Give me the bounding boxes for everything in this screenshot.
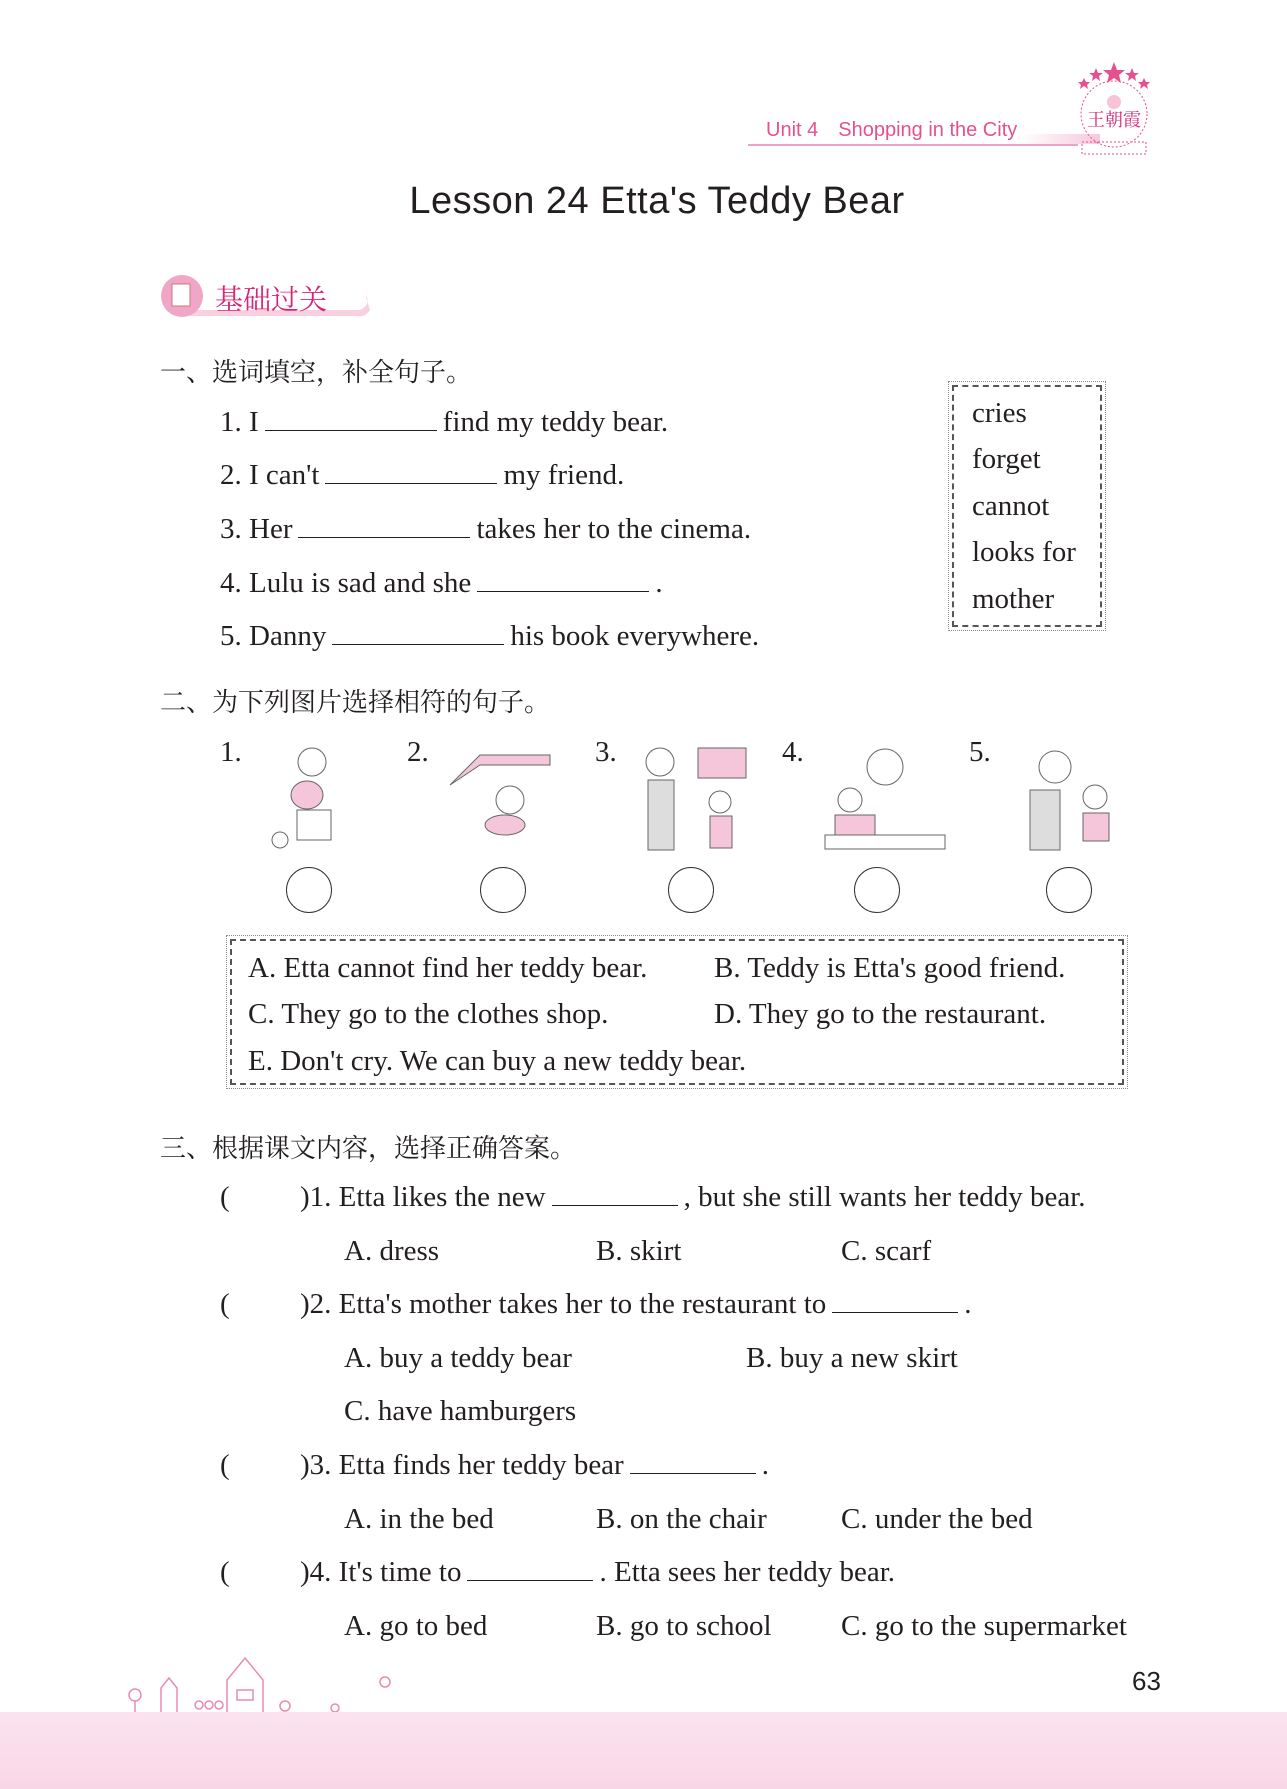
fill-item: 5. Danny his book everywhere. — [220, 620, 760, 652]
part1-heading: 一、选词填空，补全句子。 — [160, 358, 473, 388]
word-option: mother — [972, 583, 1055, 615]
question: )3. Etta finds her teddy bear . — [300, 1449, 769, 1481]
answer-blank[interactable] — [325, 460, 497, 484]
answer-paren[interactable]: ( — [220, 1181, 230, 1213]
picture-mother-comforting — [1015, 745, 1125, 860]
word-option: looks for — [972, 536, 1076, 568]
answer-blank[interactable] — [265, 407, 437, 431]
sentence-option: D. They go to the restaurant. — [714, 998, 1047, 1030]
fill-item: 3. Her takes her to the cinema. — [220, 513, 752, 545]
lesson-title: Lesson 24 Etta's Teddy Bear — [409, 180, 905, 222]
question: )4. It's time to . Etta sees her teddy bear. — [300, 1556, 896, 1588]
picture-number: 1. — [220, 736, 242, 768]
sentence-option: A. Etta cannot find her teddy bear. — [248, 952, 648, 984]
choice-option: C. under the bed — [841, 1503, 1033, 1535]
answer-circle[interactable] — [480, 867, 526, 913]
answer-circle[interactable] — [286, 867, 332, 913]
choice-option: B. go to school — [596, 1610, 772, 1642]
header-rule — [748, 144, 1078, 146]
footer-band — [0, 1712, 1287, 1789]
town-decoration-icon — [125, 1650, 405, 1715]
answer-blank — [630, 1450, 756, 1474]
picture-clothes-shop — [630, 740, 750, 860]
choice-option: A. in the bed — [344, 1503, 494, 1535]
question: )1. Etta likes the new , but she still wants her teddy bear. — [300, 1181, 1086, 1213]
fill-item: 1. I find my teddy bear. — [220, 406, 669, 438]
sentence-option: B. Teddy is Etta's good friend. — [714, 952, 1066, 984]
answer-blank[interactable] — [298, 514, 470, 538]
choice-option: B. buy a new skirt — [746, 1342, 958, 1374]
choice-option: A. dress — [344, 1235, 440, 1267]
answer-paren[interactable]: ( — [220, 1288, 230, 1320]
unit-label: Unit 4 — [766, 119, 819, 141]
answer-circle[interactable] — [1046, 867, 1092, 913]
word-option: cannot — [972, 490, 1050, 522]
picture-girl-under-bed — [440, 745, 560, 845]
word-option: cries — [972, 397, 1027, 429]
answer-circle[interactable] — [668, 867, 714, 913]
picture-number: 4. — [782, 736, 804, 768]
part3-heading: 三、根据课文内容，选择正确答案。 — [160, 1134, 577, 1164]
choice-option: B. skirt — [596, 1235, 682, 1267]
choice-option: A. go to bed — [344, 1610, 488, 1642]
choice-option: C. go to the supermarket — [841, 1610, 1127, 1642]
picture-number: 5. — [969, 736, 991, 768]
page-number: 63 — [1132, 1666, 1161, 1696]
answer-circle[interactable] — [854, 867, 900, 913]
choice-option: C. have hamburgers — [344, 1395, 577, 1427]
unit-title: Shopping in the City — [838, 119, 1018, 141]
picture-number: 3. — [595, 736, 617, 768]
picture-restaurant — [815, 745, 955, 860]
sentence-option: E. Don't cry. We can buy a new teddy bear. — [248, 1045, 747, 1077]
answer-blank[interactable] — [332, 621, 504, 645]
section-banner-label: 基础过关 — [215, 283, 328, 316]
answer-blank — [552, 1182, 678, 1206]
picture-number: 2. — [407, 736, 429, 768]
question: )2. Etta's mother takes her to the restaurant to . — [300, 1288, 972, 1320]
part2-heading: 二、为下列图片选择相符的句子。 — [160, 688, 551, 718]
choice-option: B. on the chair — [596, 1503, 767, 1535]
choice-option: A. buy a teddy bear — [344, 1342, 572, 1374]
publisher-logo — [1072, 60, 1156, 156]
sentence-option: C. They go to the clothes shop. — [248, 998, 609, 1030]
answer-paren[interactable]: ( — [220, 1556, 230, 1588]
picture-girl-with-teddy — [262, 740, 362, 860]
answer-blank[interactable] — [477, 568, 649, 592]
unit-header — [766, 119, 1037, 142]
answer-blank — [832, 1289, 958, 1313]
section-banner — [160, 274, 372, 320]
answer-blank — [467, 1557, 593, 1581]
svg-text:王朝霞: 王朝霞 — [1087, 110, 1141, 131]
choice-option: C. scarf — [841, 1235, 932, 1267]
fill-item: 2. I can't my friend. — [220, 459, 625, 491]
word-option: forget — [972, 443, 1041, 475]
fill-item: 4. Lulu is sad and she . — [220, 567, 663, 599]
answer-paren[interactable]: ( — [220, 1449, 230, 1481]
